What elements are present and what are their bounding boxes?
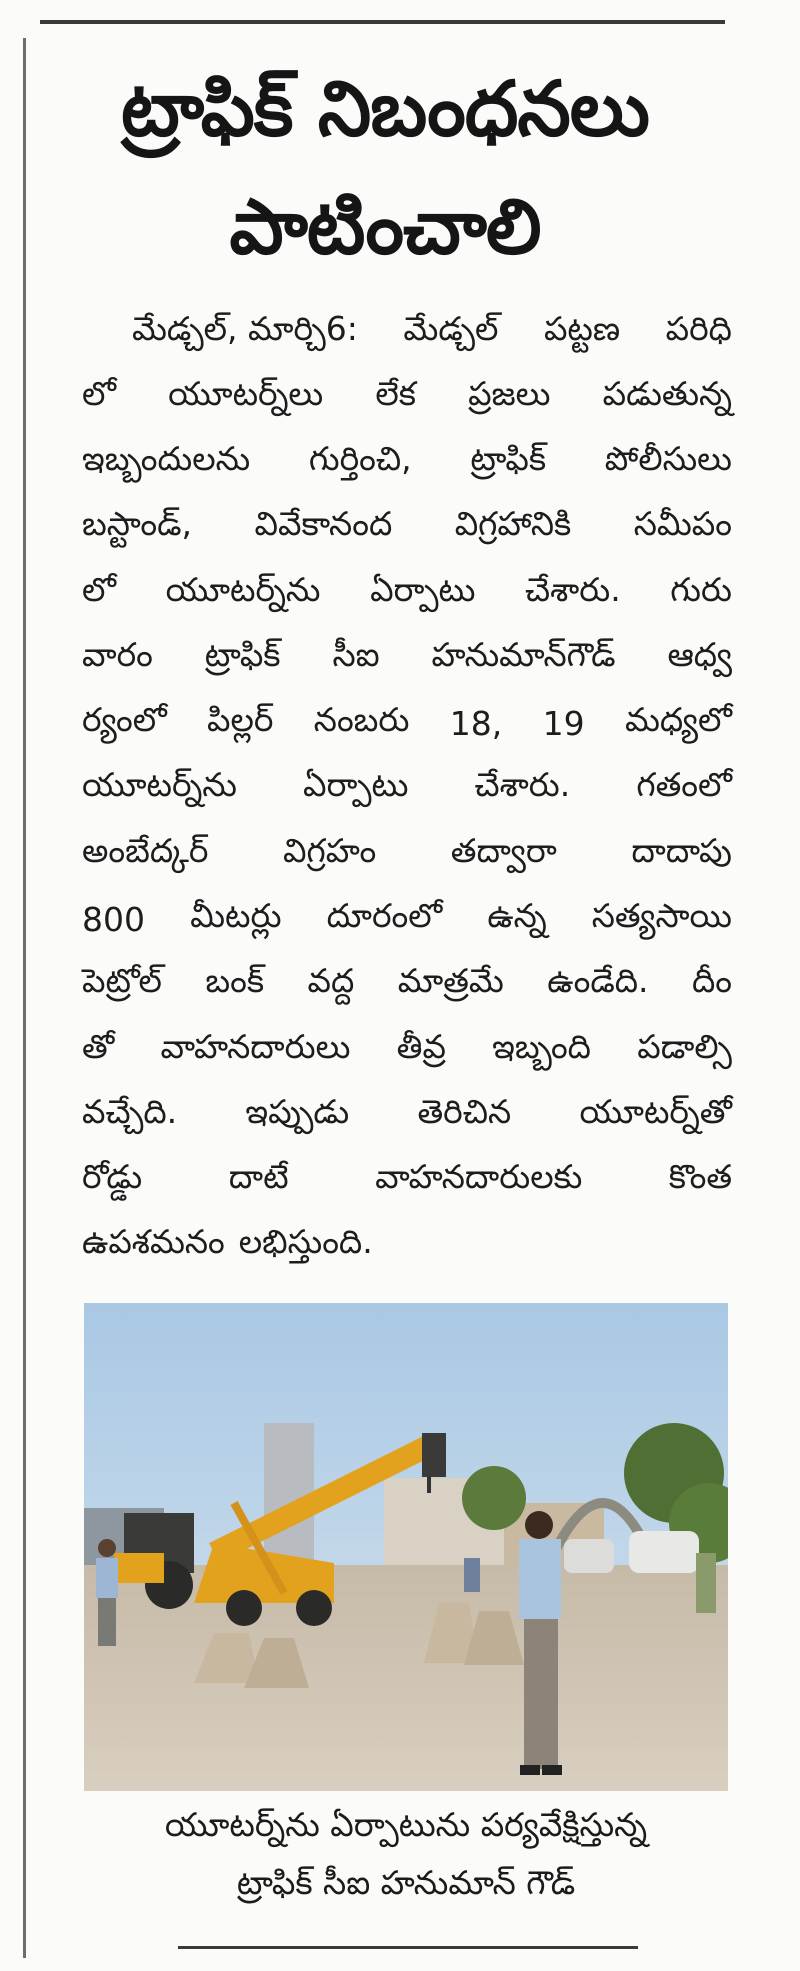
article-word: మాత్రమే bbox=[397, 961, 504, 1001]
article-line bbox=[82, 1155, 732, 1207]
article-word: కొంత bbox=[668, 1157, 732, 1197]
article-word: చేశారు. bbox=[474, 765, 571, 805]
article-word: ప్రజలు bbox=[468, 373, 551, 413]
article-word: మేడ్చల్ bbox=[403, 308, 499, 348]
crane-wheel bbox=[226, 1590, 262, 1626]
article-word: లో bbox=[82, 569, 116, 609]
article-word: సీఐ bbox=[332, 634, 380, 674]
article-word: తీవ్ర bbox=[396, 1026, 446, 1066]
article-line bbox=[82, 763, 732, 815]
article-word: ట్రాఫిక్ bbox=[470, 439, 547, 479]
article-word: తెరిచిన bbox=[417, 1091, 512, 1131]
article-word: పోలీసులు bbox=[604, 439, 732, 479]
tree bbox=[462, 1466, 526, 1530]
article-word: లభిస్తుంది. bbox=[238, 1222, 373, 1262]
article-word: సమీపం bbox=[633, 504, 732, 544]
car bbox=[629, 1531, 699, 1573]
top-rule bbox=[40, 20, 725, 24]
car bbox=[564, 1539, 614, 1573]
article-word: అంబేద్కర్ bbox=[82, 830, 209, 870]
article-word: 18, bbox=[449, 704, 503, 744]
article-word: ర్యంలో bbox=[82, 700, 167, 740]
article-word: దాటే bbox=[228, 1157, 289, 1197]
article-line bbox=[82, 828, 732, 880]
article-word: విగ్రహానికి bbox=[454, 504, 572, 544]
article-word: తద్వారా bbox=[450, 830, 557, 870]
article-word: యూటర్న్‌ను bbox=[82, 765, 237, 805]
headline-line-2: పాటించాలి bbox=[229, 182, 541, 271]
officer-shoe bbox=[542, 1765, 562, 1775]
article-word: ఏర్పాటు bbox=[370, 569, 476, 609]
person-left-head bbox=[98, 1539, 116, 1557]
bottom-rule bbox=[178, 1946, 638, 1949]
article-word: హనుమాన్‌గౌడ్ bbox=[431, 634, 616, 674]
article-word: బస్టాండ్, bbox=[82, 504, 193, 544]
article-line bbox=[82, 306, 732, 358]
headline bbox=[40, 50, 730, 286]
article-line bbox=[82, 632, 732, 684]
article-word: మధ్యలో bbox=[624, 700, 732, 740]
article-word: వారం bbox=[82, 634, 153, 674]
caption-line-2: ట్రాఫిక్ సీఐ హనుమాన్ గౌడ్ bbox=[236, 1863, 576, 1902]
article-word: వాహనదారులు bbox=[160, 1026, 351, 1066]
crane-wheel bbox=[296, 1590, 332, 1626]
officer-head bbox=[525, 1511, 553, 1539]
article-line bbox=[82, 698, 732, 750]
article-word: పట్టణ bbox=[543, 308, 621, 348]
article-word: బంక్ bbox=[205, 961, 265, 1001]
article-word: ఉండేది. bbox=[547, 961, 649, 1001]
article-word: గతంలో bbox=[636, 765, 732, 805]
article-word: మేడ్చల్, మార్చి6: bbox=[132, 308, 358, 348]
article-word: వద్ద bbox=[307, 961, 355, 1001]
tractor-body bbox=[114, 1553, 164, 1583]
article-word: ట్రాఫిక్ bbox=[204, 634, 281, 674]
caption-line-1: యూటర్న్‌ను ఏర్పాటును పర్యవేక్షిస్తున్న bbox=[164, 1805, 648, 1844]
officer-shirt bbox=[519, 1539, 561, 1619]
article-word: పిల్లర్ bbox=[207, 700, 274, 740]
article-word: ఇప్పుడు bbox=[245, 1091, 350, 1131]
article-word: విగ్రహం bbox=[283, 830, 377, 870]
article-word: ఉన్న bbox=[487, 896, 547, 936]
article-word: గుర్తించి, bbox=[308, 439, 412, 479]
article-word: ఆధ్వ bbox=[667, 634, 732, 674]
article-word: రోడ్డు bbox=[82, 1157, 143, 1197]
article-line bbox=[82, 437, 732, 489]
article-word: యూటర్న్‌లు bbox=[168, 373, 324, 413]
article-line bbox=[82, 959, 732, 1011]
article-word: 800 bbox=[82, 900, 145, 940]
article-word: వాహనదారులకు bbox=[375, 1157, 583, 1197]
headline-line-1: ట్రాఫిక్ నిబంధనలు bbox=[121, 64, 649, 153]
photo-illustration bbox=[84, 1303, 728, 1791]
officer-shoe bbox=[520, 1765, 540, 1775]
article-line bbox=[82, 567, 732, 619]
article-word: చేశారు. bbox=[525, 569, 621, 609]
article-line bbox=[82, 1024, 732, 1076]
person-left bbox=[96, 1558, 118, 1598]
article-word: ఇబ్బందులను bbox=[82, 439, 251, 479]
article-word: లో bbox=[82, 373, 116, 413]
article-word: ఇబ్బంది bbox=[492, 1026, 591, 1066]
article-line bbox=[82, 371, 732, 423]
article-word: దాదాపు bbox=[631, 830, 732, 870]
article-word: 19 bbox=[542, 704, 585, 744]
article-word: ఉపశమనం bbox=[82, 1222, 225, 1262]
article-word: దీం bbox=[691, 961, 732, 1001]
person-right bbox=[696, 1553, 716, 1613]
article-word: యూటర్న్‌ను bbox=[165, 569, 321, 609]
column-rule bbox=[23, 38, 26, 1958]
article-word: నంబరు bbox=[313, 700, 410, 740]
article-word: పెట్రోల్ bbox=[82, 961, 162, 1001]
article-word: సత్యసాయి bbox=[591, 896, 732, 936]
article-word: యూటర్న్‌తో bbox=[579, 1091, 732, 1131]
article-word: ఏర్పాటు bbox=[303, 765, 409, 805]
person-left-legs bbox=[98, 1598, 116, 1646]
photo-caption bbox=[84, 1796, 728, 1912]
news-photo bbox=[84, 1303, 728, 1791]
article-word: తో bbox=[82, 1026, 115, 1066]
article-line bbox=[82, 1089, 732, 1141]
article-word: పడాల్సి bbox=[637, 1026, 732, 1066]
article-word: గురు bbox=[670, 569, 732, 609]
article-word: లేక bbox=[375, 373, 416, 413]
article-body bbox=[82, 306, 732, 1272]
article-word: దూరంలో bbox=[326, 896, 443, 936]
officer-trousers bbox=[524, 1619, 558, 1769]
article-word: పరిధి bbox=[665, 308, 732, 348]
article-word: వచ్చేది. bbox=[82, 1091, 178, 1131]
article-line bbox=[82, 502, 732, 554]
article-word: పడుతున్న bbox=[602, 373, 732, 413]
article-word: వివేకానంద bbox=[254, 504, 393, 544]
article-line bbox=[82, 1220, 732, 1272]
crane-head bbox=[422, 1433, 446, 1477]
article-line bbox=[82, 894, 732, 946]
article-word: మీటర్లు bbox=[190, 896, 282, 936]
person bbox=[464, 1558, 480, 1592]
